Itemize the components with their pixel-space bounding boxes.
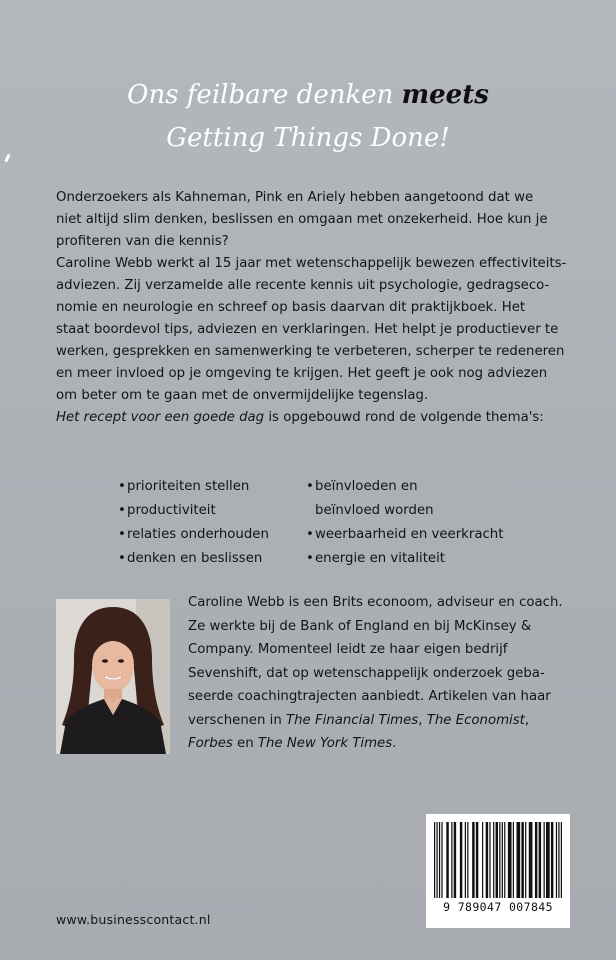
bio-line: Caroline Webb is een Brits econoom, adviseur en coach. (188, 595, 563, 610)
separator: , (418, 712, 427, 728)
barcode-bar (476, 822, 478, 898)
barcode-bar (521, 822, 523, 898)
barcode-bar (508, 822, 512, 898)
barcode-bar (544, 822, 545, 898)
author-photo (56, 599, 170, 754)
bio-text: . (392, 736, 397, 751)
paragraph-line: werken, gesprekken en samenwerking te verbeteren, scherper te redeneren (56, 344, 565, 359)
barcode-bar (472, 822, 474, 898)
barcode-bar (502, 822, 503, 898)
isbn-number: 9 789047 007845 (443, 900, 553, 914)
themes-list-left (118, 475, 269, 571)
themes-intro (56, 407, 570, 429)
author-work-paragraph (56, 253, 570, 407)
bio-line: seerde coachingtrajecten aanbiedt. Artikelen van haar (188, 689, 551, 704)
publication-name: The New York Times (257, 736, 393, 751)
bio-line: Sevenshift, dat op wetenschappelijk onderzoek geba- (188, 665, 545, 681)
barcode-bar (441, 822, 442, 898)
barcode-bar (525, 822, 526, 898)
barcode-bar (539, 822, 541, 898)
theme-item-continuation (306, 499, 503, 523)
barcode-bar (436, 822, 437, 898)
theme-label: beïnvloeden en (315, 479, 418, 494)
bullet-icon: • (306, 527, 314, 542)
intro-line: Onderzoekers als Kahneman, Pink en Ariely hebben aangetoond dat we (56, 190, 534, 205)
barcode-bar (561, 822, 562, 898)
theme-item (118, 523, 269, 547)
headline-accent-word: meets (401, 80, 489, 110)
bio-text: verschenen in (188, 712, 286, 728)
theme-item (306, 523, 503, 547)
barcode-bar (467, 822, 468, 898)
bullet-icon: • (118, 503, 126, 518)
theme-label: beïnvloed worden (315, 503, 434, 518)
barcode-bar (451, 822, 452, 898)
theme-item (306, 547, 503, 571)
paragraph-line: nomie en neurologie en schreef op basis daarvan dit praktijkboek. Het (56, 300, 526, 315)
barcode-bar (446, 822, 448, 898)
paragraph-line: Caroline Webb werkt al 15 jaar met wetenschappelijk bewezen effectiviteits- (56, 256, 567, 271)
author-portrait-image (56, 599, 170, 754)
publisher-website: www.businesscontact.nl (56, 912, 211, 927)
themes-intro-line (56, 407, 570, 429)
bio-text: en (232, 736, 258, 751)
bullet-icon: • (118, 551, 126, 566)
barcode-bar (551, 822, 553, 898)
book-title: Het recept voor een goede dag (56, 410, 265, 425)
bio-line: Ze werkte bij de Bank of England en bij McKinsey & (188, 618, 532, 634)
bio-line: Company. Momenteel leidt ze haar eigen bedrijf (188, 642, 508, 657)
intro-paragraph (56, 187, 570, 253)
theme-item (118, 475, 269, 499)
theme-item (306, 475, 503, 499)
barcode-bar (499, 822, 500, 898)
paragraph-line: adviezen. Zij verzamelde alle recente kennis uit psychologie, gedragseco- (56, 278, 550, 293)
barcode-bar (454, 822, 456, 898)
headline-prefix: Ons feilbare denken (127, 80, 394, 110)
theme-label: relaties onderhouden (127, 527, 269, 542)
bio-line (188, 732, 560, 756)
barcode-bar (535, 822, 537, 898)
barcode-bar (513, 822, 514, 898)
barcode-bar (516, 822, 520, 898)
theme-label: energie en vitaliteit (315, 551, 446, 566)
publication-name: The Financial Times (285, 712, 419, 728)
theme-item (118, 499, 269, 523)
bullet-icon: • (118, 527, 126, 542)
themes-list-right (306, 475, 503, 571)
paragraph-line: om beter om te gaan met de onvermijdelijke tegenslag. (56, 388, 429, 403)
barcode-bar (434, 822, 435, 898)
headline-line-2: Getting Things Done! (166, 123, 450, 153)
barcode-bar (556, 822, 557, 898)
theme-label: prioriteiten stellen (127, 479, 250, 494)
theme-item (118, 547, 269, 571)
bio-line (188, 709, 560, 733)
barcode-bars (426, 814, 570, 900)
barcode-bar (486, 822, 488, 898)
barcode-bar (489, 822, 490, 898)
headline (0, 74, 616, 160)
paragraph-line: staat boordevol tips, adviezen en verklaringen. Het helpt je productiever te (56, 322, 559, 337)
theme-label: productiviteit (127, 503, 216, 518)
intro-line: niet altijd slim denken, beslissen en omgaan met onzekerheid. Hoe kun je (56, 212, 548, 227)
bullet-icon: • (306, 479, 314, 494)
bullet-icon: • (306, 551, 314, 566)
publication-name: Forbes (188, 736, 233, 751)
barcode-bar (504, 822, 505, 898)
bullet-icon: • (118, 479, 126, 494)
barcode-bar (465, 822, 466, 898)
paragraph-line: en meer invloed op je omgeving te krijgen. Het geeft je ook nog adviezen (56, 366, 548, 381)
barcode-bar (529, 822, 533, 898)
barcode-bar (558, 822, 559, 898)
blurb (56, 187, 570, 429)
theme-label: weerbaarheid en veerkracht (315, 527, 504, 542)
barcode-bar (493, 822, 494, 898)
barcode-bar (546, 822, 550, 898)
themes-intro-rest: is opgebouwd rond de volgende thema's: (264, 410, 544, 425)
headline-line-1 (0, 74, 616, 117)
theme-label: denken en beslissen (127, 551, 263, 566)
barcode-bar (460, 822, 462, 898)
barcode-bar (496, 822, 498, 898)
publication-name: The Economist (426, 712, 525, 728)
barcode (426, 814, 570, 928)
separator: , (524, 712, 530, 728)
barcode-bar (439, 822, 440, 898)
intro-line: profiteren van die kennis? (56, 234, 229, 249)
author-bio (188, 591, 563, 756)
barcode-bar (482, 822, 483, 898)
